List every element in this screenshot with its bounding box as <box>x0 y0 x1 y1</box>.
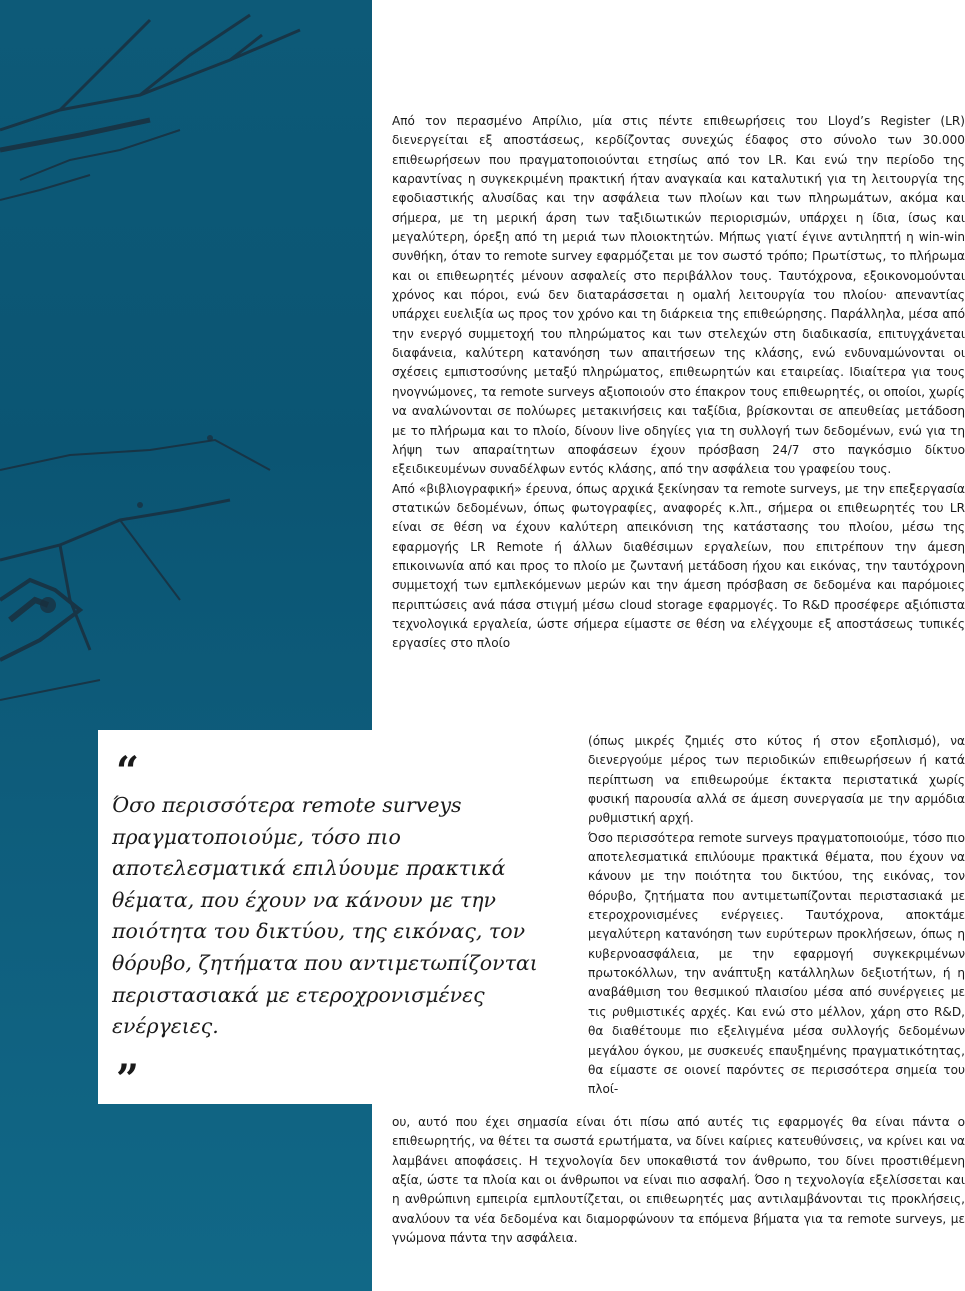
article-column-top <box>392 112 965 654</box>
article-paragraph: Από «βιβλιογραφική» έρευνα, όπως αρχικά ξεκίνησαν τα remote surveys, με την επεξεργασία στατικών δεδομένων, όπως φωτογραφίες, αναφορές κ.λπ., σήμερα οι επιθεωρητές του LR είναι σε θέση να έχουν καλύτερη απεικόνιση της κατάστασης του πλοίου, μέσω της εφαρμογής LR Remote ή άλλων διαθέσιμων εργαλείων, που επιτρέπουν την άμεση επικοινωνία από και προς το πλοίο με ζωντανή μετάδοση ήχου και εικόνας, την ταυτόχρονη συμμετοχή των εμπλεκόμενων μερών και την άμεση πρόσβαση σε δεδομένα και παρόμοιες περιπτώσεις ανά πάσα στιγμή μέσω cloud storage εφαρμογές. Το R&D προσέφερε αξιόπιστα τεχνολογικά εργαλεία, ώστε σήμερα είμαστε σε θέση να ελέγχουμε εξ αποστάσεως τυπικές εργασίες στο πλοίο <box>392 481 965 651</box>
article-paragraph: ου, αυτό που έχει σημασία είναι ότι πίσω από αυτές τις εφαρμογές θα είναι πάντα ο επιθεωρητής, να θέτει τα σωστά ερωτήματα, να δίνει καίριες κατευθύνσεις, να κρίνει και να λαμβάνει αποφάσεις. Η τεχνολογία δεν υποκαθιστά τον άνθρωπο, του δίνει προστιθέμενη αξία, ώστε τα πλοία και οι άνθρωποι να είναι πιο ασφαλή. Όσο η τεχνολογία εξελίσσεται και η ανθρώπινη εμπειρία εμπλουτίζεται, οι επιθεωρητές μας αντιλαμβάνονται τις προκλήσεις, αναλύουν τα νέα δεδομένα και διαμορφώνουν τα επόμενα βήματα για τα remote surveys, με γνώμονα πάντα την ασφάλεια. <box>392 1115 965 1246</box>
article-paragraph: Από τον περασμένο Απρίλιο, μία στις πέντε επιθεωρήσεις του Lloyd’s Register (LR) διενεργείται εξ αποστάσεως, κερδίζοντας συνεχώς έδαφος στο σύνολο των 30.000 επιθεωρήσεων που πραγματοποιούνται ετησίως από τον LR. Και ενώ την περίοδο της καραντίνας η συγκεκριμένη πρακτική ήταν αναγκαία και καταλυτική για τη λειτουργία της εφοδιαστικής αλυσίδας και την ασφάλεια των πλοίων και των πληρωμάτων, ακόμα και σήμερα, με τη μερική άρση των ταξιδιωτικών περιορισμών, υπάρχει η ίδια, ίσως και μεγαλύτερη, όρεξη από τη μεριά των πλοιοκτητών. Μήπως γιατί έγινε αντιληπτή η win-win συνθήκη, όταν το remote survey εφαρμόζεται με τον σωστό τρόπο; Πρωτίστως, το πλήρωμα και οι επιθεωρητές μένουν ασφαλείς στο περιβάλλον τους. Ταυτόχρονα, εξοικονομούνται χρόνος και πόροι, ενώ δεν διαταράσσεται η ομαλή λειτουργία του πλοίου· απεναντίας υπάρχει ευελιξία ως προς τον χρόνο και τη διάρκεια της επιθεώρησης. Παράλληλα, μέσα από την ενεργό συμμετοχή του πληρώματος και των στελεχών στη διαδικασία, επιτυγχάνεται διαφάνεια, καλύτερη κατανόηση των απαιτήσεων της κλάσης, ενώ ενδυναμώνονται οι σχέσεις εμπιστοσύνης μεταξύ πληρώματος, επιθεωρητών και εταιρείας. Ιδιαίτερα για τους ηνογνώμονες, τα remote surveys αξιοποιούν στο έπακρον τους επιθεωρητές, οι οποίοι, χωρίς να αναλώνονται σε πολύωρες μετακινήσεις και ταξίδια, βρίσκονται σε απευθείας μετάδοση με το πλήρωμα και το πλοίο, δίνουν live οδηγίες για τη συλλογή των δεδομένων, ενώ για τη λήψη των απαραίτητων αποφάσεων έχουν πρόσβαση 24/7 στο παγκόσμιο δίκτυο εξειδικευμένων συναδέλφων εντός κλάσης, από την ασφάλεια του γραφείου τους. <box>392 114 965 477</box>
pull-quote <box>98 730 576 1104</box>
open-quote-icon: “ <box>116 748 140 795</box>
close-quote-icon: ” <box>116 1056 140 1103</box>
article-column-bottom <box>392 1113 965 1248</box>
article-column-narrow <box>588 732 965 1100</box>
article-paragraph: Όσο περισσότερα remote surveys πραγματοποιούμε, τόσο πιο αποτελεσματικά επιλύουμε πρακτικά θέματα, που έχουν να κάνουν με την ποιότητα του δικτύου, της εικόνας, τον θόρυβο, ζητήματα που αντιμετωπίζονται περιστασιακά με ετεροχρονισμένες ενέργειες. Ταυτόχρονα, αποκτάμε μεγαλύτερη κατανόηση των ευρύτερων προκλήσεων, όπως η κυβερνοασφάλεια, με την εφαρμογή συγκεκριμένων πρωτοκόλλων, την ανάπτυξη κατάλληλων δεξιοτήτων, ή η αναβάθμιση του θεσμικού πλαισίου μέσα από συνέργειες με τις ρυθμιστικές αρχές. Και ενώ στο μέλλον, χάρη στο R&D, θα διαθέτουμε πιο εξελιγμένα μέσα συλλογής δεδομένων μεγάλου όγκου, με συσκευές επαυξημένης πραγματικότητας, θα είμαστε σε οιονεί παρόντες σε περισσότερα σημεία του πλοί- <box>588 830 965 1097</box>
article-paragraph: (όπως μικρές ζημιές στο κύτος ή στον εξοπλισμό), να διενεργούμε μέρος των περιοδικών επιθεωρήσεων ή κατά περίπτωση να επιθεωρούμε έκτακτα περιστατικά χωρίς φυσική παρουσία αλλά σε άμεση συνεργασία με την αρμόδια ρυθμιστική αρχή. <box>588 734 965 826</box>
pull-quote-text: Όσο περισσότερα remote surveys πραγματοποιούμε, τόσο πιο αποτελεσματικά επιλύουμε πρακτικά θέματα, που έχουν να κάνουν με την ποιότητα του δικτύου, της εικόνας, τον θόρυβο, ζητήματα που αντιμετωπίζονται περιστασιακά με ετεροχρονισμένες ενέργειες. <box>112 793 538 1039</box>
